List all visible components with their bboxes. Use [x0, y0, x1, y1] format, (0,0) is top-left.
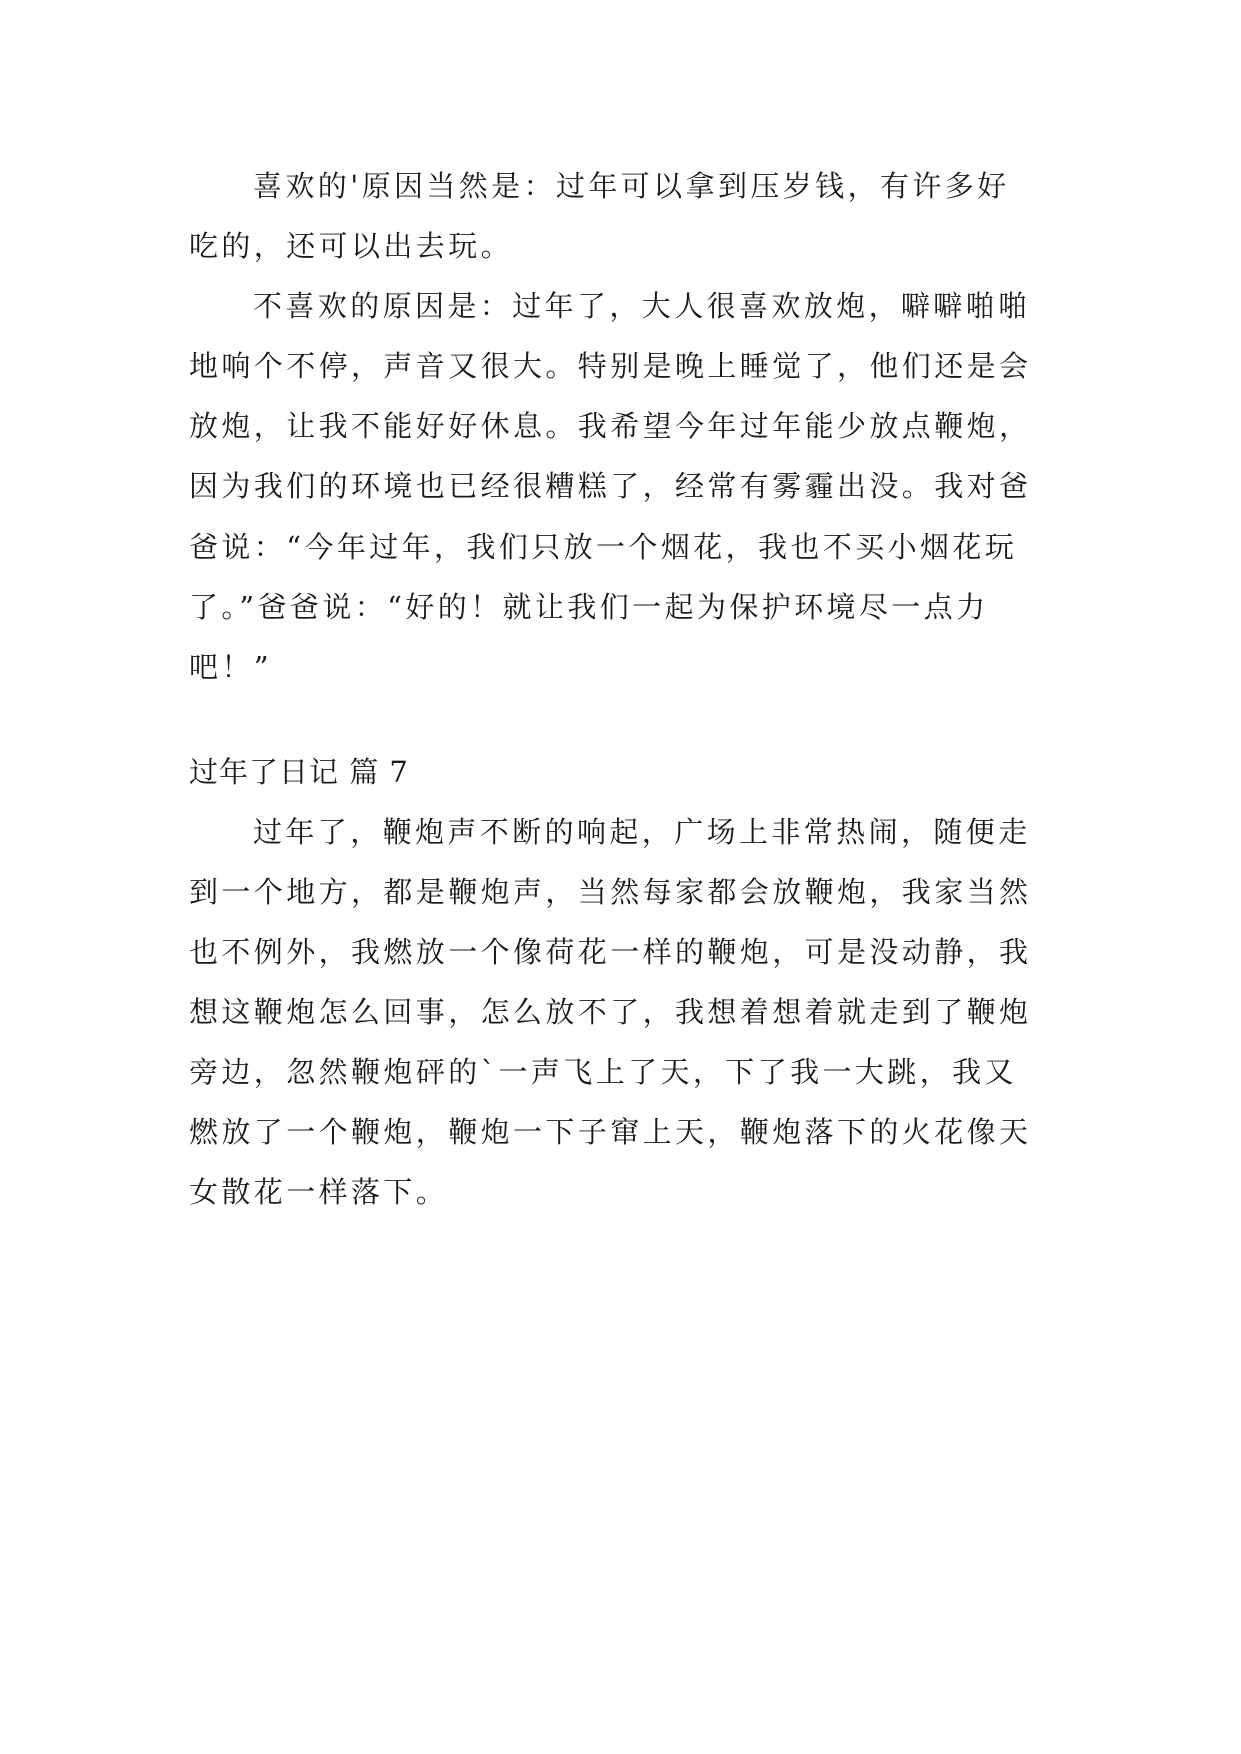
paragraph-line: 喜欢的'原因当然是：过年可以拿到压岁钱，有许多好 — [253, 169, 1010, 203]
paragraph-line: 到一个地方，都是鞭炮声，当然每家都会放鞭炮，我家当然 — [189, 875, 1032, 909]
paragraph-line: 燃放了一个鞭炮，鞭炮一下子窜上天，鞭炮落下的火花像天 — [189, 1115, 1032, 1149]
paragraph-line: 吃的，还可以出去玩。 — [189, 229, 514, 263]
paragraph-line: 想这鞭炮怎么回事，怎么放不了，我想着想着就走到了鞭炮 — [189, 995, 1032, 1029]
paragraph-line: 也不例外，我燃放一个像荷花一样的鞭炮，可是没动静，我 — [189, 935, 1032, 969]
section-title: 过年了日记 篇 7 — [189, 755, 409, 789]
paragraph-line: 放炮，让我不能好好休息。我希望今年过年能少放点鞭炮， — [189, 409, 1032, 443]
paragraph-line: 旁边，忽然鞭炮砰的`一声飞上了天，下了我一大跳，我又 — [189, 1055, 1017, 1089]
paragraph-line: 女散花一样落下。 — [189, 1175, 449, 1209]
paragraph-line: 因为我们的环境也已经很糟糕了，经常有雾霾出没。我对爸 — [189, 469, 1032, 503]
paragraph-line: 地响个不停，声音又很大。特别是晚上睡觉了，他们还是会 — [189, 349, 1032, 383]
paragraph-line: 过年了，鞭炮声不断的响起，广场上非常热闹，随便走 — [253, 815, 1031, 849]
paragraph-line: 了。”爸爸说：“好的！就让我们一起为保护环境尽一点力 — [189, 590, 989, 624]
paragraph-line: 爸说：“今年过年，我们只放一个烟花，我也不买小烟花玩 — [189, 530, 1018, 564]
paragraph-line: 吧！” — [189, 650, 273, 684]
paragraph-line: 不喜欢的原因是：过年了，大人很喜欢放炮，噼噼啪啪 — [253, 289, 1031, 323]
